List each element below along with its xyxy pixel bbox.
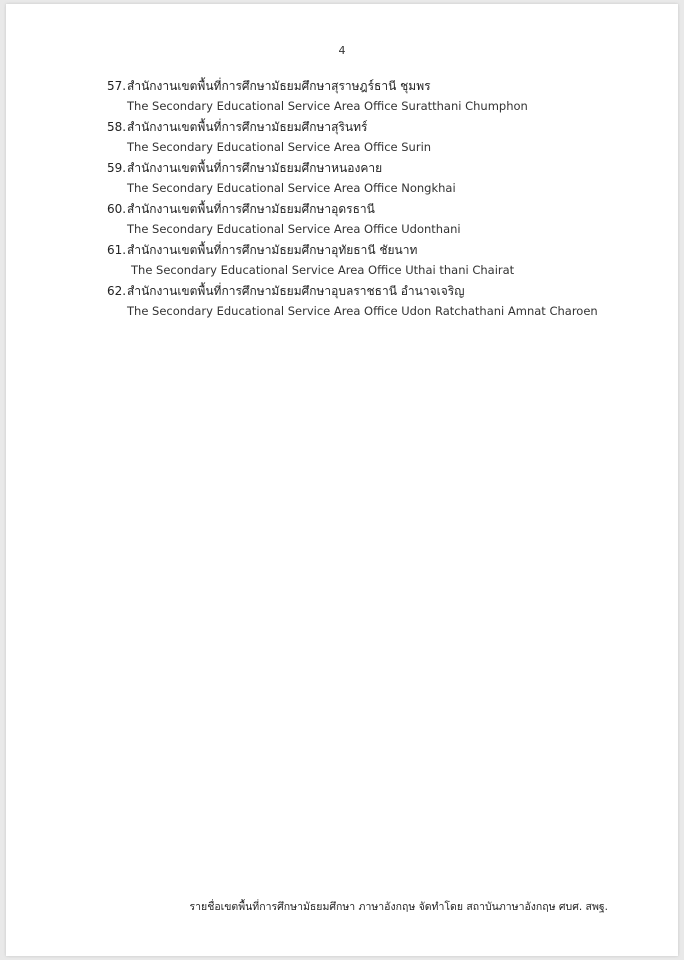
list-item [107, 240, 647, 281]
entry-thai-name: สำนักงานเขตพื้นที่การศึกษามัธยมศึกษาสุราษฎร์ธานี ชุมพร [127, 79, 431, 93]
page-number: 4 [338, 44, 346, 57]
entry-number: 60. [107, 202, 127, 216]
entry-english-name: The Secondary Educational Service Area Office Nongkhai [127, 181, 456, 195]
list-item [107, 117, 647, 158]
entry-thai-name: สำนักงานเขตพื้นที่การศึกษามัธยมศึกษาอุบลราชธานี อำนาจเจริญ [127, 284, 465, 298]
entry-english-name: The Secondary Educational Service Area Office Uthai thani Chairat [131, 263, 515, 277]
entry-thai-name: สำนักงานเขตพื้นที่การศึกษามัธยมศึกษาหนองคาย [127, 161, 383, 175]
entry-thai-name: สำนักงานเขตพื้นที่การศึกษามัธยมศึกษาอุดรธานี [127, 202, 375, 216]
entry-thai-name: สำนักงานเขตพื้นที่การศึกษามัธยมศึกษาสุรินทร์ [127, 120, 368, 134]
document-page [6, 4, 678, 956]
entry-english-name: The Secondary Educational Service Area Office Udonthani [127, 222, 461, 236]
entry-thai-line [107, 158, 647, 178]
entry-thai-line [107, 117, 647, 137]
entry-english-name: The Secondary Educational Service Area Office Udon Ratchathani Amnat Charoen [127, 304, 598, 318]
entry-english-name: The Secondary Educational Service Area Office Surin [127, 140, 432, 154]
list-item [107, 199, 647, 240]
list-item [107, 158, 647, 199]
entry-thai-name: สำนักงานเขตพื้นที่การศึกษามัธยมศึกษาอุทัยธานี ชัยนาท [127, 243, 418, 257]
entry-thai-line [107, 199, 647, 219]
entry-thai-line [107, 76, 647, 96]
entry-thai-line [107, 281, 647, 301]
entry-number: 61. [107, 243, 127, 257]
office-list [107, 76, 647, 322]
entry-number: 58. [107, 120, 127, 134]
entry-thai-line [107, 240, 647, 260]
page-footer: รายชื่อเขตพื้นที่การศึกษามัธยมศึกษา ภาษาอังกฤษ จัดทำโดย สถาบันภาษาอังกฤษ ศบศ. สพฐ. [189, 901, 608, 913]
entry-number: 62. [107, 284, 127, 298]
entry-english-name: The Secondary Educational Service Area Office Suratthani Chumphon [127, 99, 528, 113]
list-item [107, 76, 647, 117]
entry-number: 59. [107, 161, 127, 175]
list-item [107, 281, 647, 322]
entry-number: 57. [107, 79, 127, 93]
